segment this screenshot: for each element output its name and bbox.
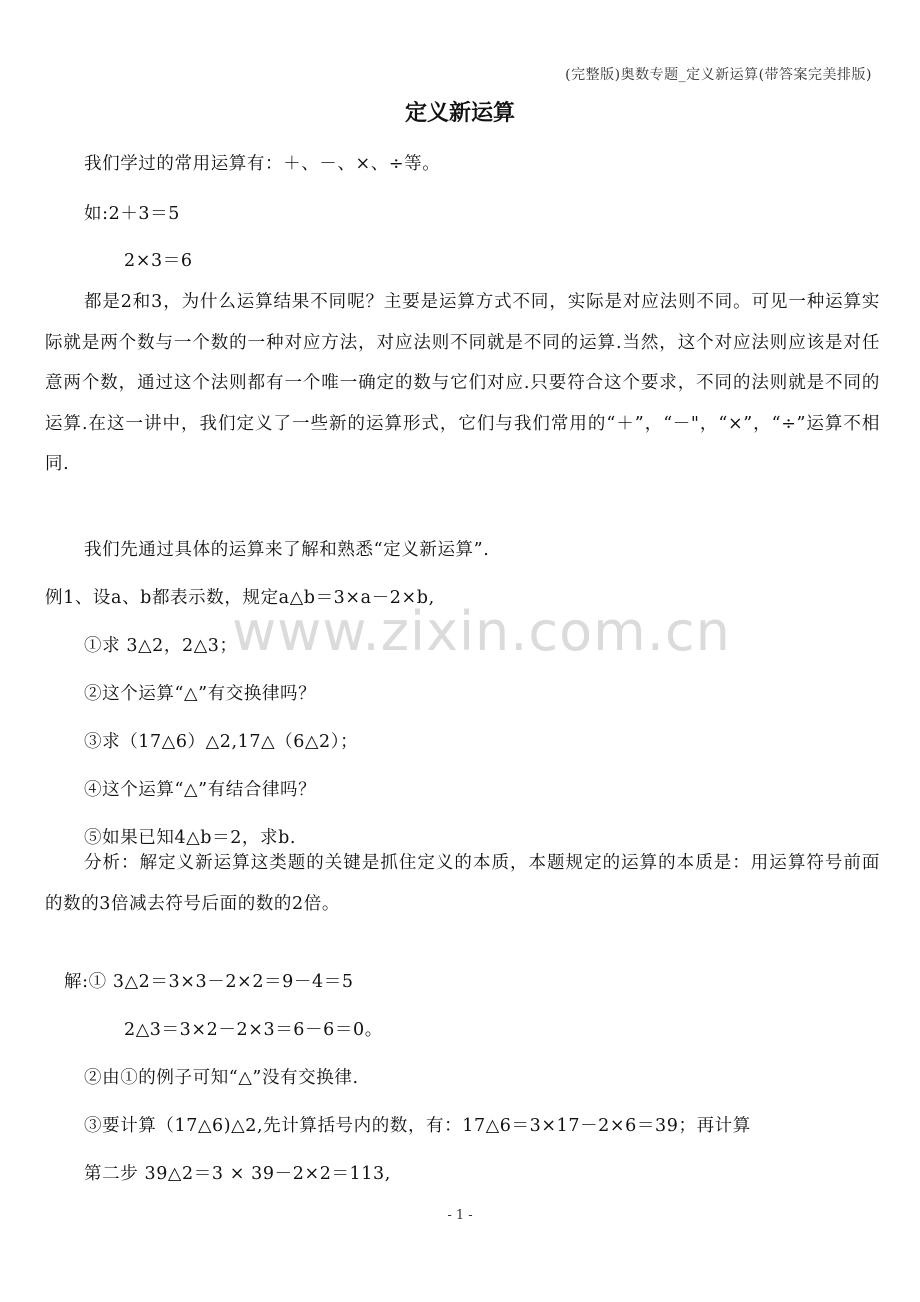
solution-2: ②由①的例子可知“△”没有交换律. [84, 1068, 359, 1088]
solution-3b: 第二步 39△2＝3 × 39－2×2＝113, [84, 1164, 391, 1184]
solution-1b: 2△3＝3×2－2×3＝6－6＝0。 [124, 1020, 383, 1040]
solution-3: ③要计算（17△6)△2,先计算括号内的数，有：17△6＝3×17－2×6＝39；再计算 [84, 1116, 751, 1136]
intro-new-operation: 我们先通过具体的运算来了解和熟悉“定义新运算”. [84, 540, 490, 560]
question-4: ④这个运算“△”有结合律吗？ [84, 780, 317, 800]
watermark: www.zixin.com.cn [232, 600, 731, 663]
example-multiplication: 2×3＝6 [124, 251, 193, 271]
question-2: ②这个运算“△”有交换律吗？ [84, 684, 317, 704]
analysis-paragraph: 分析：解定义新运算这类题的关键是抓住定义的本质，本题规定的运算的本质是：用运算符号前面的数的3倍减去符号后面的数的2倍。 [45, 853, 880, 914]
intro-line: 我们学过的常用运算有：＋、－、×、÷等。 [84, 154, 441, 174]
explanation-paragraph: 都是2和3，为什么运算结果不同呢？主要是运算方式不同，实际是对应法则不同。可见一种运算实际就是两个数与一个数的一种对应方法，对应法则不同就是不同的运算.当然，这个对应法则应该是对任意两个数，通过这个法则都有一个唯一确定的数与它们对应.只要符合这个要求，不同的法则就是不同的运算.在这一讲中，我们定义了一些新的运算形式，它们与我们常用的“＋”，“－"，“×”，“÷”运算不相同. [45, 292, 880, 474]
question-3: ③求（17△6）△2,17△（6△2）； [84, 732, 359, 752]
question-1: ①求 3△2，2△3； [84, 636, 238, 656]
document-header: (完整版)奥数专题_定义新运算(带答案完美排版) [565, 67, 872, 83]
question-5: ⑤如果已知4△b＝2，求b. [84, 828, 297, 848]
page-number: - 1 - [447, 1208, 473, 1223]
solution-1: 解:① 3△2＝3×3－2×2＝9－4＝5 [64, 972, 354, 992]
example-addition: 如:2＋3＝5 [84, 204, 180, 224]
page-title: 定义新运算 [404, 101, 515, 126]
example-1-statement: 例1、设a、b都表示数，规定a△b＝3×a－2×b, [45, 588, 435, 608]
